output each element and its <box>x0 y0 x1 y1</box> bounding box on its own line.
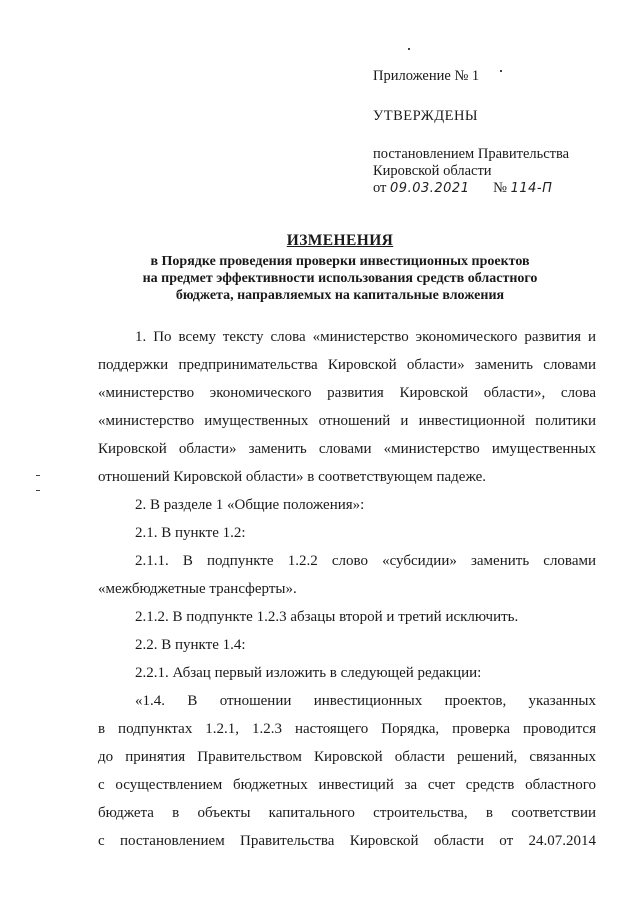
annex-label: Приложение № 1 <box>373 68 480 84</box>
margin-mark <box>36 490 40 491</box>
paragraph-4: 2.1.1. В подпункте 1.2.2 слово «субсидии» заменить словами «межбюджетные трансферты». <box>98 553 596 597</box>
document-title: ИЗМЕНЕНИЯ <box>286 232 394 249</box>
approval-block <box>373 68 613 197</box>
paragraph-3: 2.1. В пункте 1.2: <box>135 525 246 541</box>
margin-mark <box>36 475 40 476</box>
date-number-line <box>373 180 613 197</box>
document-body <box>98 323 596 855</box>
scan-speck <box>408 48 410 50</box>
paragraph-8: «1.4. В отношении инвестиционных проектов, указанных в подпунктах 1.2.1, 1.2.3 настоящего Порядка, проверка проводится до принятия Правительством Кировской области решений, связанных с осуществлением бюджетных инвестиций за счет средств областного бюджета в объекты капитального строительства, в соответствии с постановлением Правительства Кировской области от 24.07.2014 <box>98 693 596 849</box>
document-subtitle <box>100 253 580 304</box>
handwritten-number: 114-П <box>510 181 553 196</box>
number-sign: № <box>493 180 507 196</box>
subtitle-line-2: на предмет эффективности использования средств областного <box>142 271 538 286</box>
subtitle-line-1: в Порядке проведения проверки инвестиционных проектов <box>150 254 530 269</box>
subtitle-line-3: бюджета, направляемых на капитальные вложения <box>175 288 505 303</box>
region-line: Кировской области <box>373 163 492 179</box>
date-prefix: от <box>373 180 387 196</box>
paragraph-2: 2. В разделе 1 «Общие положения»: <box>135 497 365 513</box>
paragraph-7: 2.2.1. Абзац первый изложить в следующей редакции: <box>135 665 482 681</box>
handwritten-date: 09.03.2021 <box>390 181 470 196</box>
approved-title: УТВЕРЖДЕНЫ <box>373 108 479 124</box>
paragraph-6: 2.2. В пункте 1.4: <box>135 637 246 653</box>
paragraph-1: 1. По всему тексту слова «министерство экономического развития и поддержки предпринимательства Кировской области» заменить словами «министерство экономического развития Кировской области», слова «министерство имущественных отношений и инвестиционной политики Кировской области» заменить словами «министерство имущественных отношений Кировской области» в соответствующем падеже. <box>98 329 596 485</box>
approved-by-line: постановлением Правительства <box>373 146 570 162</box>
paragraph-5: 2.1.2. В подпункте 1.2.3 абзацы второй и третий исключить. <box>135 609 519 625</box>
scan-speck <box>500 70 502 72</box>
